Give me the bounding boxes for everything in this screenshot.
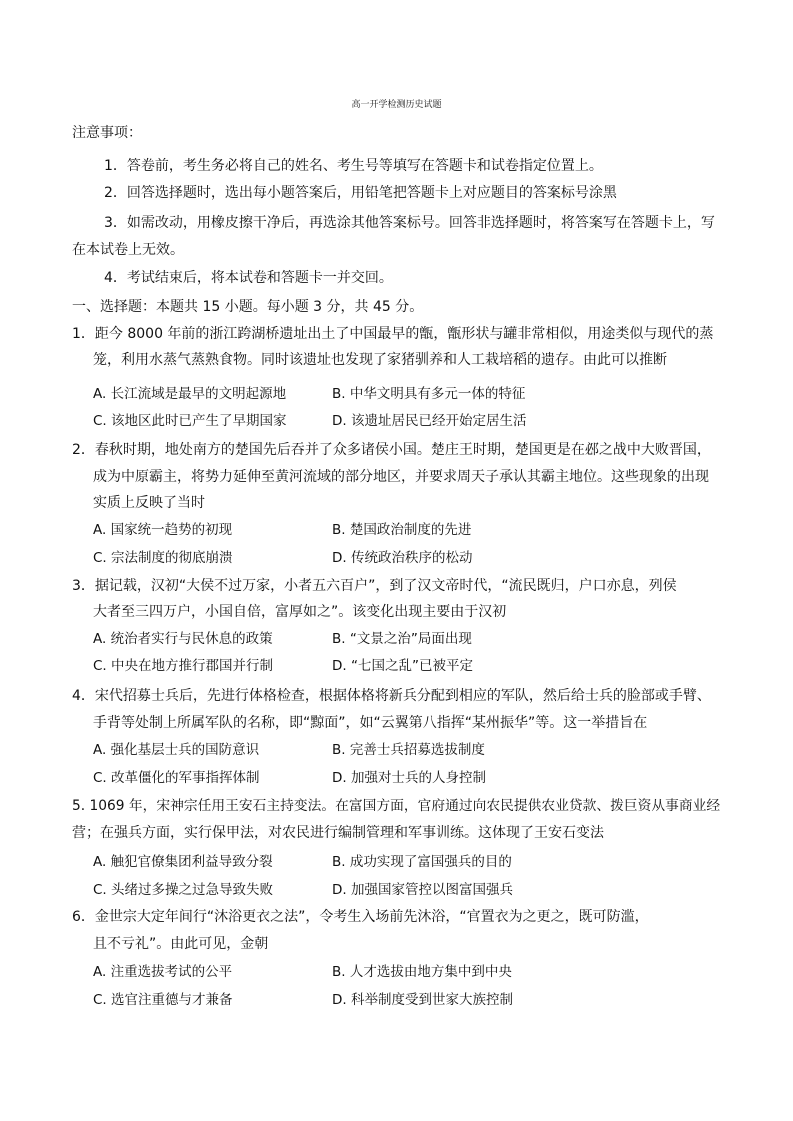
question-1-option-d: D. 该遗址居民已经开始定居生活 — [332, 413, 527, 429]
notice-heading: 注意事项： — [72, 125, 142, 141]
question-1-option-c: C. 该地区此时已产生了早期国家 — [93, 413, 287, 429]
page-title: 高一开学检测历史试题 — [351, 100, 442, 110]
question-6-option-d: D. 科举制度受到世家大族控制 — [332, 992, 513, 1008]
notice-item-3-line-2: 在本试卷上无效。 — [72, 242, 184, 258]
question-1-option-a: A. 长江流域是最早的文明起源地 — [93, 386, 287, 402]
question-2-option-d: D. 传统政治秩序的松动 — [332, 550, 473, 566]
question-3-stem-line-2: 大者至三四万户，小国自倍，富厚如之”。该变化出现主要由于汉初 — [93, 604, 507, 620]
question-2-option-a: A. 国家统一趋势的初现 — [93, 522, 233, 538]
question-6-option-c: C. 选官注重德与才兼备 — [93, 992, 233, 1008]
question-4-stem-line-1: 4．宋代招募士兵后，先进行体格检查，根据体格将新兵分配到相应的军队，然后给士兵的脸部或手臂、 — [72, 688, 711, 704]
question-4-option-a: A. 强化基层士兵的国防意识 — [93, 742, 260, 758]
notice-item-3-line-1: 3．如需改动，用橡皮擦干净后，再选涂其他答案标号。回答非选择题时，将答案写在答题卡上，写 — [104, 215, 715, 231]
notice-item-2: 2．回答选择题时，选出每小题答案后，用铅笔把答题卡上对应题目的答案标号涂黑 — [104, 185, 617, 201]
question-2-option-c: C. 宗法制度的彻底崩溃 — [93, 550, 233, 566]
question-1-stem-line-2: 笼，利用水蒸气蒸熟食物。同时该遗址也发现了家猪驯养和人工栽培稻的遗存。由此可以推断 — [93, 352, 667, 368]
question-3-option-c: C. 中央在地方推行郡国并行制 — [93, 658, 274, 674]
question-4-option-b: B. 完善士兵招募选拔制度 — [332, 742, 485, 758]
question-5-option-c: C. 头绪过多操之过急导致失败 — [93, 882, 274, 898]
section-heading: 一、选择题：本题共 15 小题。每小题 3 分，共 45 分。 — [72, 299, 424, 315]
question-5-stem-line-2: 营；在强兵方面，实行保甲法，对农民进行编制管理和军事训练。这体现了王安石变法 — [72, 825, 604, 841]
question-4-option-d: D. 加强对士兵的人身控制 — [332, 770, 486, 786]
question-5-option-b: B. 成功实现了富国强兵的目的 — [332, 854, 512, 870]
question-6-option-a: A. 注重选拔考试的公平 — [93, 964, 233, 980]
question-2-stem-line-1: 2．春秋时期，地处南方的楚国先后吞并了众多诸侯小国。楚庄王时期，楚国更是在邲之战中大败晋国， — [72, 442, 711, 458]
question-1-stem-line-1: 1．距今 8000 年前的浙江跨湖桥遗址出土了中国最早的甑，甑形状与罐非常相似，用途类似与现代的蒸 — [72, 326, 714, 342]
question-3-stem-line-1: 3．据记载，汉初“大侯不过万家，小者五六百户”，到了汉文帝时代，“流民既归，户口亦息，列侯 — [72, 578, 677, 594]
question-3-option-b: B. “文景之治”局面出现 — [332, 631, 472, 647]
question-6-stem-line-2: 且不亏礼”。由此可见，金朝 — [93, 936, 269, 952]
question-4-option-c: C. 改革僵化的军事指挥体制 — [93, 770, 260, 786]
question-2-option-b: B. 楚国政治制度的先进 — [332, 522, 472, 538]
question-3-option-d: D. “七国之乱”已被平定 — [332, 658, 473, 674]
question-1-option-b: B. 中华文明具有多元一体的特征 — [332, 386, 526, 402]
notice-item-4: 4．考试结束后，将本试卷和答题卡一并交回。 — [104, 270, 393, 286]
question-2-stem-line-3: 实质上反映了当时 — [93, 495, 205, 511]
question-5-option-d: D. 加强国家管控以图富国强兵 — [332, 882, 513, 898]
question-5-option-a: A. 触犯官僚集团利益导致分裂 — [93, 854, 273, 870]
question-3-option-a: A. 统治者实行与民休息的政策 — [93, 631, 273, 647]
question-2-stem-line-2: 成为中原霸主，将势力延伸至黄河流域的部分地区，并要求周天子承认其霸主地位。这些现象的出现 — [93, 469, 709, 485]
question-5-stem-line-1: 5. 1069 年，宋神宗任用王安石主持变法。在富国方面，官府通过向农民提供农业贷款、拨巨资从事商业经 — [72, 798, 721, 814]
question-6-option-b: B. 人才选拔由地方集中到中央 — [332, 964, 512, 980]
notice-item-1: 1．答卷前，考生务必将自己的姓名、考生号等填写在答题卡和试卷指定位置上。 — [104, 158, 603, 174]
question-4-stem-line-2: 手背等处制上所属军队的名称，即“黥面”，如“云翼第八指挥“某州振华”等。这一举措旨在 — [93, 715, 648, 731]
question-6-stem-line-1: 6．金世宗大定年间行“沐浴更衣之法”，令考生入场前先沐浴，“官置衣为之更之，既可防滥， — [72, 909, 649, 925]
